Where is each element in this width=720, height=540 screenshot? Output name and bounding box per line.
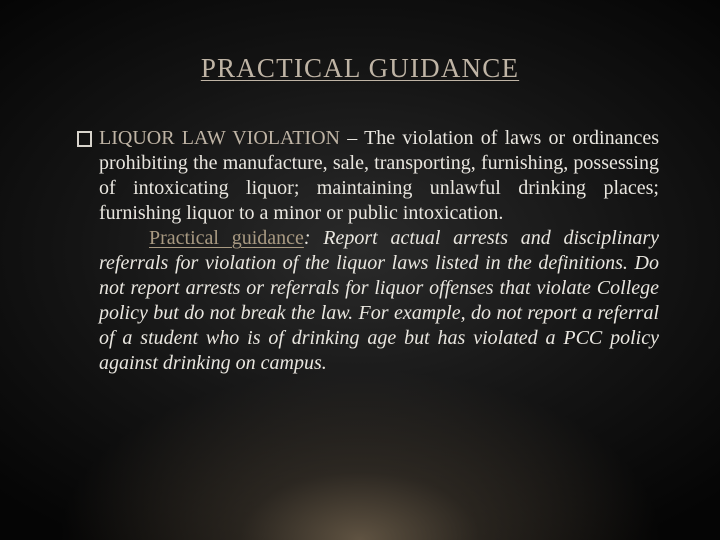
- slide-body: [99, 126, 659, 376]
- definition-term: LIQUOR LAW VIOLATION: [99, 127, 340, 149]
- guidance-colon: :: [303, 227, 324, 249]
- definition-paragraph: [99, 126, 659, 226]
- definition-text: The violation of laws or ordinances prohibiting the manufacture, sale, transporting, furnishing, possessing of intoxicating liquor; maintaining unlawful drinking places; furnishing liquor to a minor or public intoxication.: [99, 127, 659, 224]
- slide-title: PRACTICAL GUIDANCE: [200, 53, 520, 83]
- definition-separator: –: [339, 127, 365, 149]
- guidance-label: Practical guidance: [149, 227, 304, 249]
- guidance-paragraph: [99, 226, 659, 376]
- bullet-square-icon: [77, 131, 92, 147]
- guidance-text: Report actual arrests and disciplinary referrals for violation of the liquor laws listed in the definitions. Do not report arrests or referrals for liquor offenses that violate College policy but do not break the law. For example, do not report a referral of a student who is of drinking age but has violated a PCC policy against drinking on campus.: [99, 227, 659, 374]
